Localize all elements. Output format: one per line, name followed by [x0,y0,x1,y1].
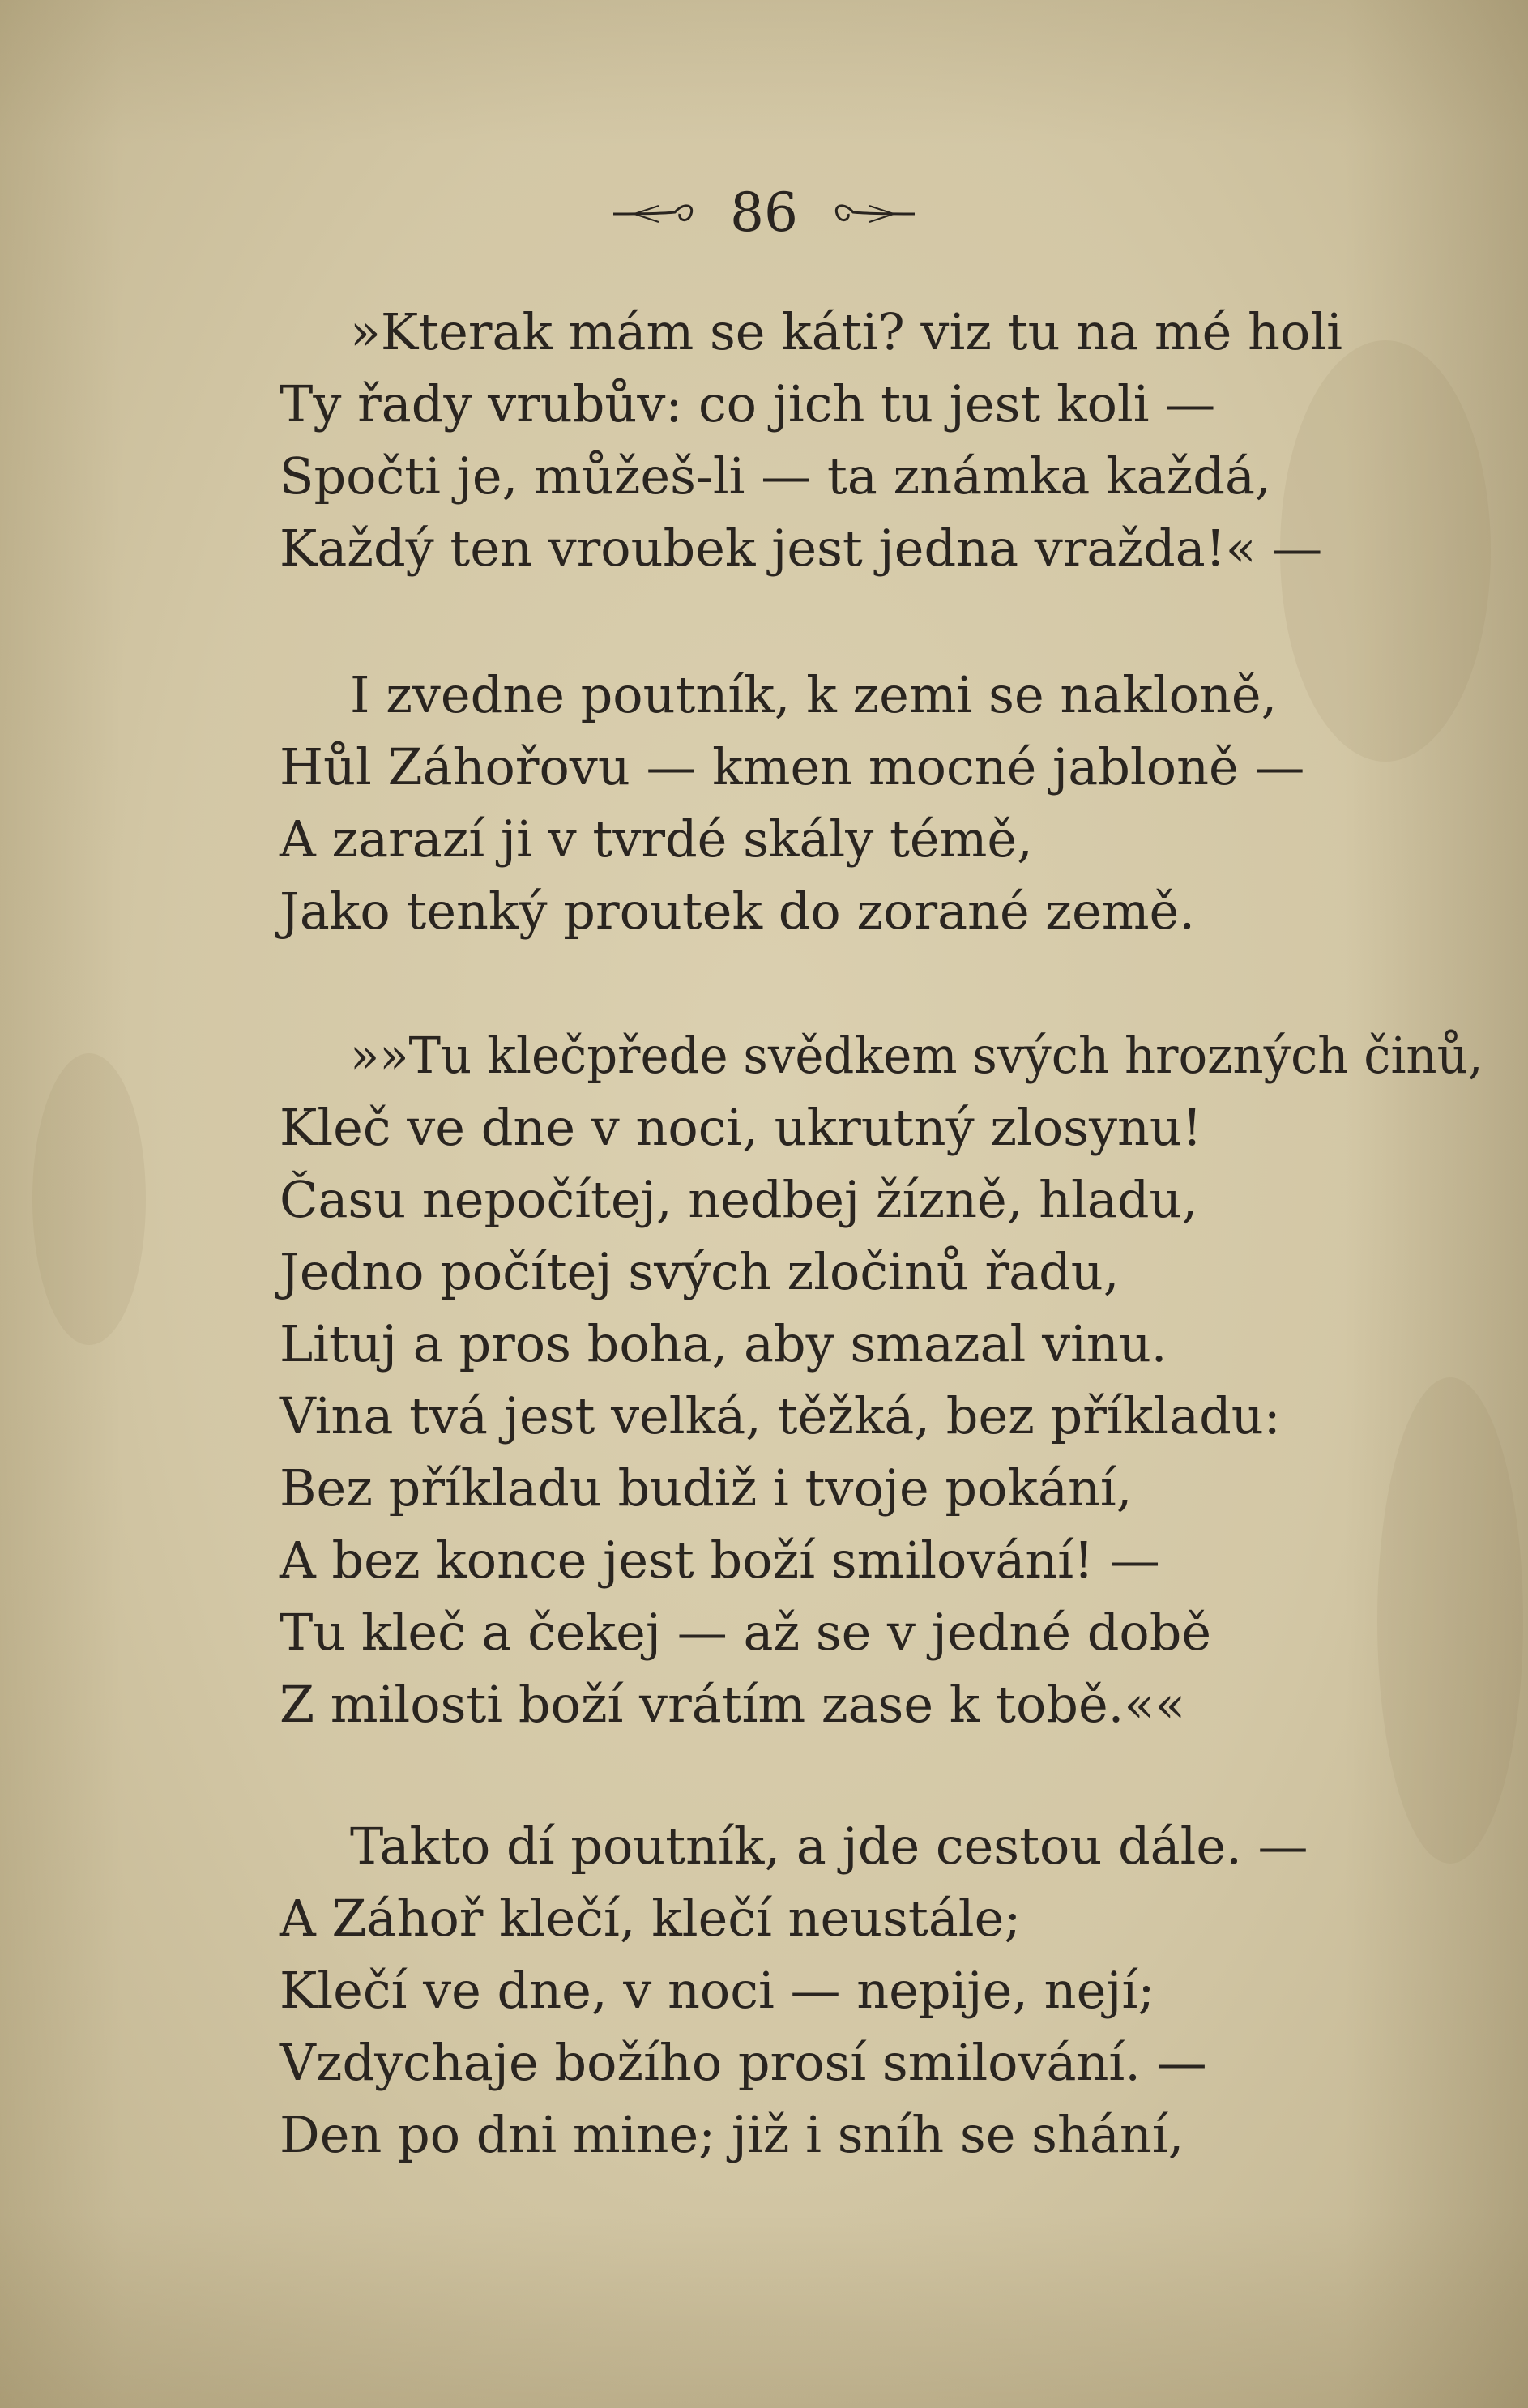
verse-line: Jako tenký proutek do zorané země. [280,882,1195,941]
verse-line: Hůl Záhořovu — kmen mocné jabloně — [280,737,1305,796]
verse-line: Klečí ve dne, v noci — nepije, nejí; [280,1961,1155,2020]
right-ornament-icon [829,196,918,228]
verse-line: A zarazí ji v tvrdé skály témě, [280,809,1033,869]
verse-line: Každý ten vroubek jest jedna vražda!« — [280,519,1323,578]
paper-stain [1377,1377,1523,1864]
verse-line: Jedno počítej svých zločinů řadu, [280,1242,1120,1301]
verse-line: Z milosti boží vrátím zase k tobě.«« [280,1675,1186,1734]
verse-line: Takto dí poutník, a jde cestou dále. — [350,1817,1308,1876]
paper-stain [32,1053,146,1345]
verse-line: Lituj a pros boha, aby smazal vinu. [280,1314,1167,1373]
verse-line: Vina tvá jest velká, těžká, bez příkladu: [280,1386,1281,1445]
verse-line: Tu kleč a čekej — až se v jedné době [280,1603,1212,1662]
verse-line: Spočti je, můžeš-li — ta známka každá, [280,446,1271,506]
verse-line: A Záhoř klečí, klečí neustále; [280,1889,1022,1948]
verse-line: Ty řady vrubův: co jich tu jest koli — [280,374,1216,433]
left-ornament-icon [610,196,699,228]
verse-line: Kleč ve dne v noci, ukrutný zlosynu! [280,1098,1202,1157]
verse-line: Vzdychaje božího prosí smilování. — [280,2033,1207,2092]
page-number: 86 [730,181,798,244]
verse-line: »Kterak mám se káti? viz tu na mé holi [350,302,1342,361]
verse-line: Bez příkladu budiž i tvoje pokání, [280,1458,1133,1518]
verse-line: Den po dni mine; již i sníh se shání, [280,2105,1184,2164]
verse-line: A bez konce jest boží smilování! — [280,1531,1160,1590]
page-header [0,172,1528,253]
verse-line: Času nepočítej, nedbej žízně, hladu, [280,1170,1198,1229]
verse-line: I zvedne poutník, k zemi se nakloně, [350,665,1278,724]
verse-line: »»Tu klečpřede svědkem svých hrozných činů, [350,1026,1483,1085]
